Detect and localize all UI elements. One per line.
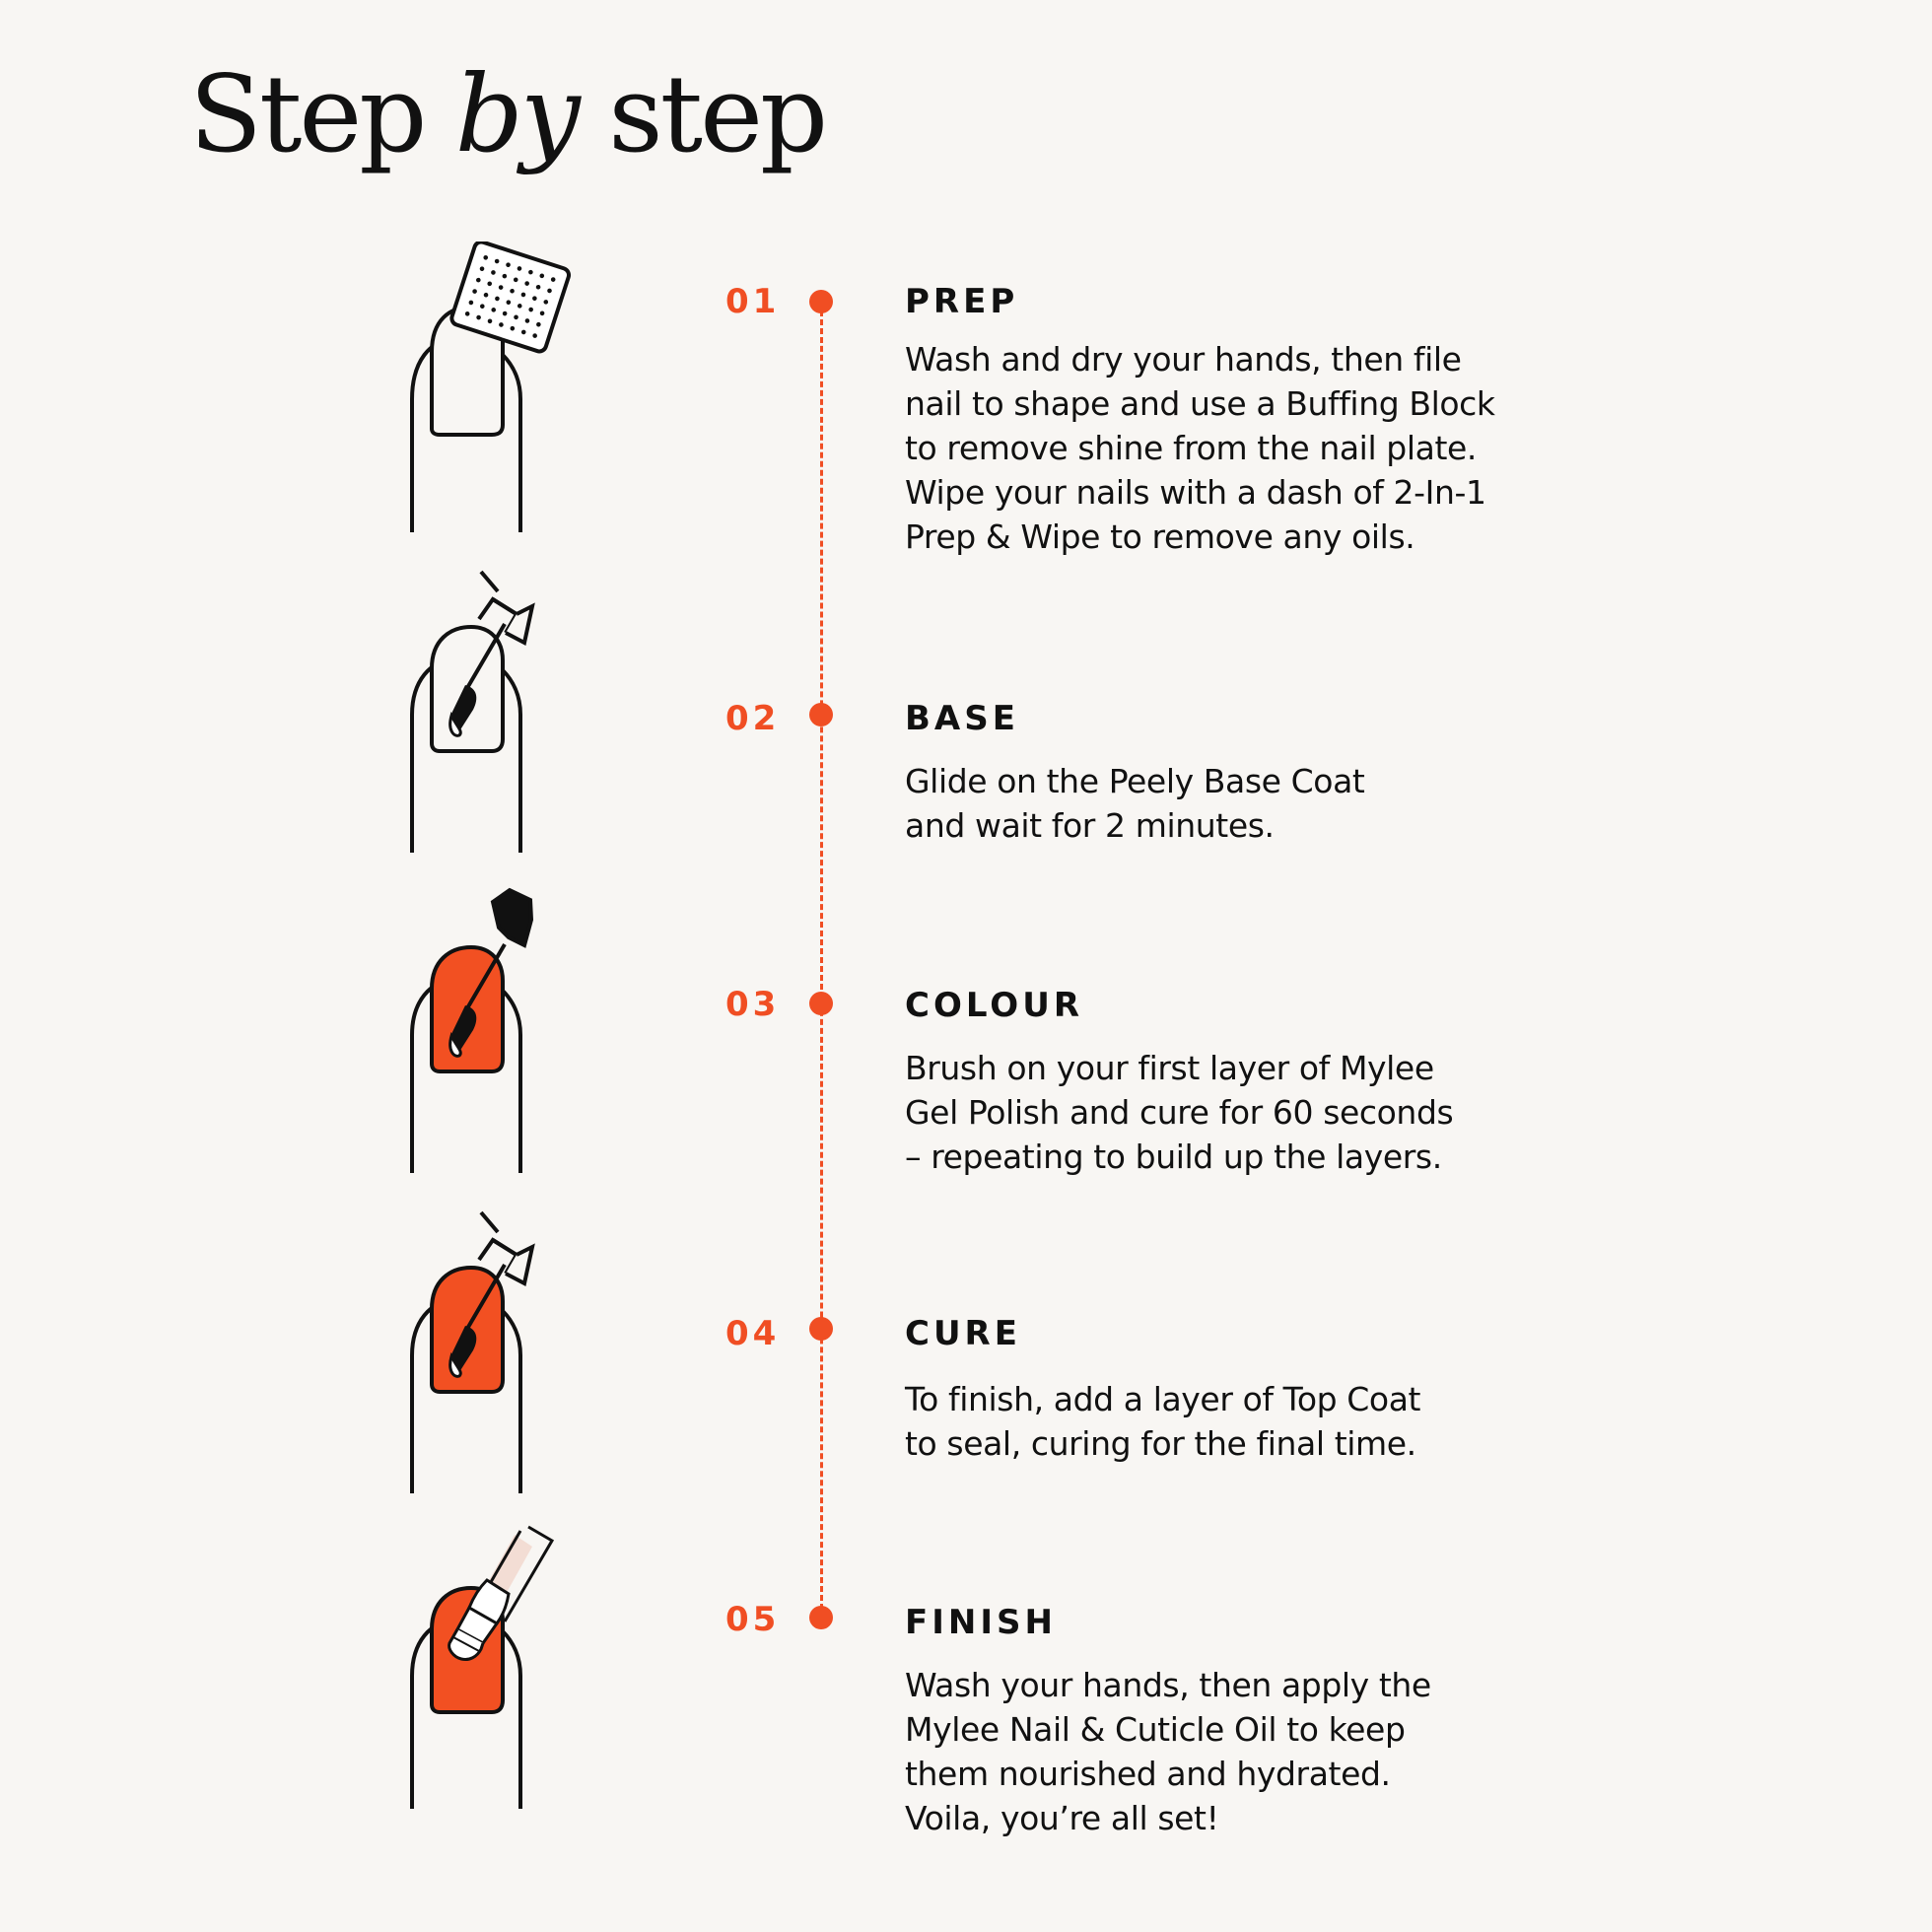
timeline-line xyxy=(820,302,823,1619)
step-number: 02 xyxy=(725,699,781,738)
nail-top-coat-brush-icon xyxy=(394,1203,591,1498)
timeline-dot xyxy=(809,290,833,313)
timeline-dot xyxy=(809,992,833,1015)
step-heading: PREP xyxy=(905,282,1019,321)
nail-base-coat-brush-icon xyxy=(394,562,591,858)
nail-buffing-block-icon xyxy=(394,242,591,537)
title-part-2: step xyxy=(577,53,826,176)
step-description: Wash your hands, then apply the Mylee Nail & Cuticle Oil to keep them nourished and hydrated. Voila, you’re all set! xyxy=(905,1666,1431,1837)
step-description: Brush on your first layer of Mylee Gel Polish and cure for 60 seconds – repeating to build up the layers. xyxy=(905,1049,1454,1176)
step-description: To finish, add a layer of Top Coat to seal, curing for the final time. xyxy=(905,1380,1421,1463)
title-part-1: Step xyxy=(189,53,455,176)
step-description: Wash and dry your hands, then file nail to shape and use a Buffing Block to remove shine from the nail plate. Wipe your nails with a dash of 2-In-1 Prep & Wipe to remove any oils. xyxy=(905,340,1495,556)
page-title xyxy=(189,51,825,179)
step-heading: COLOUR xyxy=(905,986,1084,1025)
step-number: 01 xyxy=(725,282,781,321)
timeline-dot xyxy=(809,1317,833,1341)
nail-cuticle-oil-pen-icon xyxy=(394,1523,591,1819)
step-heading: BASE xyxy=(905,699,1019,738)
nail-colour-brush-icon xyxy=(394,882,591,1178)
title-part-italic: by xyxy=(454,53,578,176)
step-number: 05 xyxy=(725,1600,781,1639)
step-number: 04 xyxy=(725,1314,781,1353)
step-heading: FINISH xyxy=(905,1603,1057,1642)
timeline-dot xyxy=(809,703,833,726)
step-heading: CURE xyxy=(905,1314,1021,1353)
timeline-dot xyxy=(809,1606,833,1629)
step-number: 03 xyxy=(725,985,781,1024)
step-description: Glide on the Peely Base Coat and wait for 2 minutes. xyxy=(905,762,1365,845)
